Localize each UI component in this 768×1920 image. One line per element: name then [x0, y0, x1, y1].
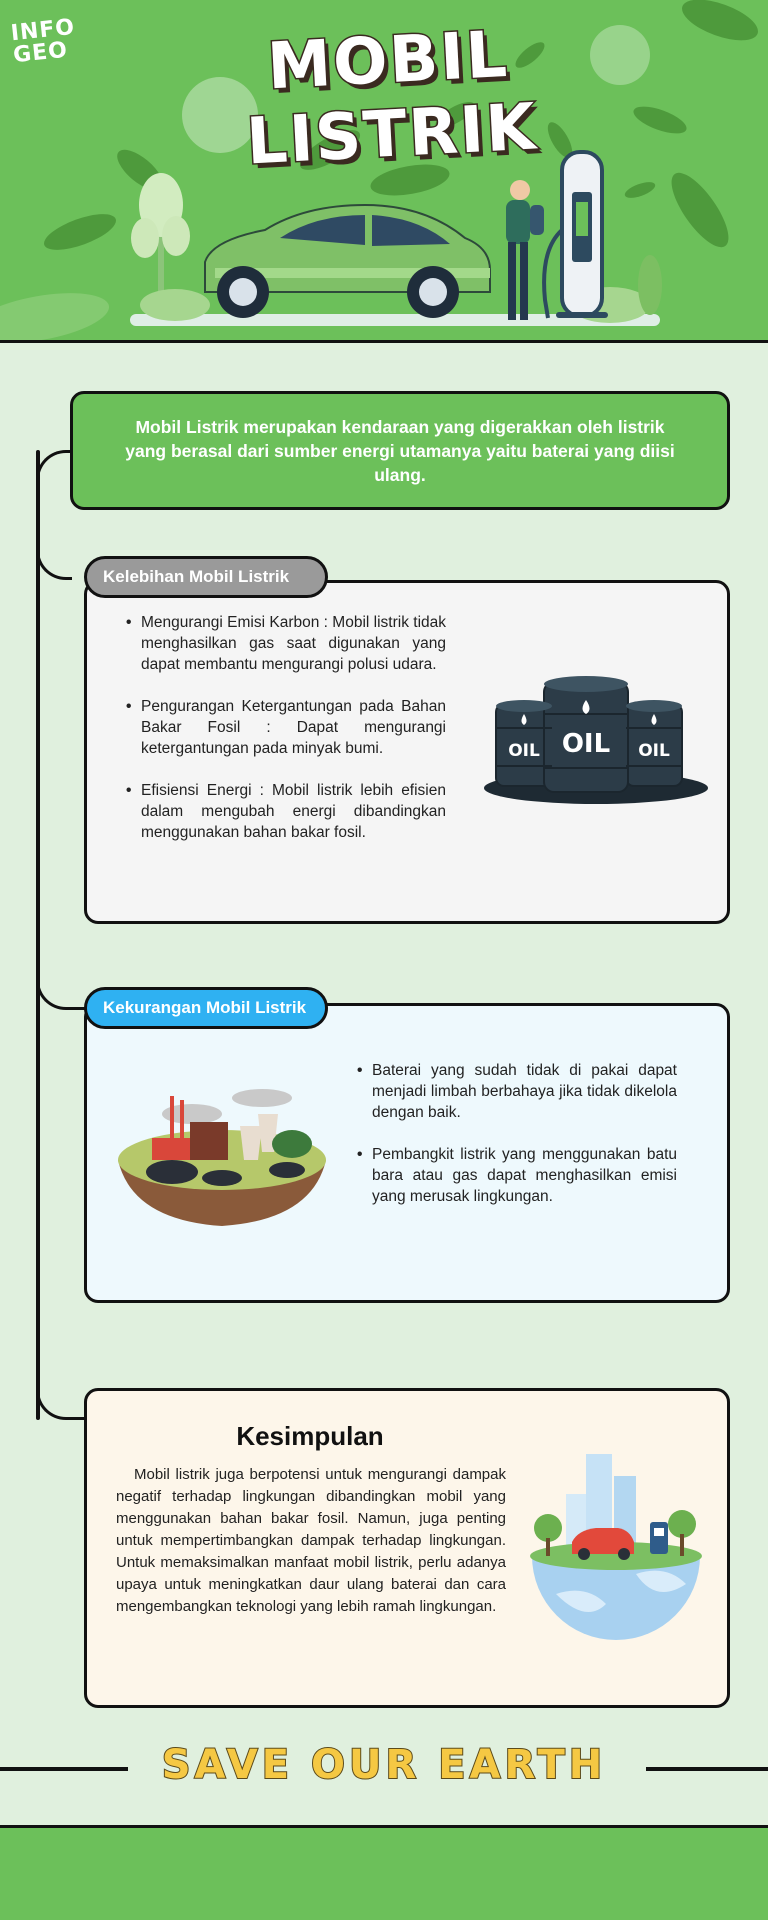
page-title: MOBIL LISTRIK: [244, 17, 540, 180]
infogeo-logo: [9, 14, 79, 69]
barrel-label: OIL: [508, 741, 540, 761]
footer-band: [0, 1825, 768, 1920]
list-item: • Pembangkit listrik yang menggunakan batu bara atau gas dapat menghasilkan emisi yang merusak lingkungan.: [357, 1144, 677, 1207]
logo-line-2: GEO: [11, 37, 70, 69]
divider-line: [0, 1767, 128, 1771]
intro-box: [70, 391, 730, 510]
timeline-connector: [36, 1270, 86, 1420]
intro-bold-term: Mobil Listrik: [135, 416, 239, 437]
barrel-label: OIL: [638, 741, 670, 761]
list-item: • Efisiensi Energi : Mobil listrik lebih efisien dalam mengubah energi dibandingkan menggunakan bahan bakar fosil.: [126, 780, 446, 843]
timeline-connector: [36, 450, 72, 580]
intro-text: [113, 415, 687, 487]
advantages-list: [126, 612, 446, 864]
slogan: SAVE OUR EARTH: [161, 1742, 607, 1788]
conclusion-text: Mobil listrik juga berpotensi untuk mengurangi dampak negatif terhadap lingkungan dibandingkan mobil yang menggunakan bahan bakar fosil. Namun, juga penting untuk mempertimbangkan dampak terhadap lingkungan. Untuk memaksimalkan manfaat mobil listrik, perlu adanya upaya untuk meningkatkan daur ulang baterai dan cara mengembangkan teknologi yang lebih ramah lingkungan.: [116, 1466, 506, 1615]
power-plant-illustration: [112, 1080, 332, 1230]
intro-definition: merupakan kendaraan yang digerakkan oleh listrik yang berasal dari sumber energi utamanya yaitu baterai yang diisi ulang.: [125, 416, 675, 485]
advantages-label: Kelebihan Mobil Listrik: [84, 556, 328, 598]
list-item: • Mengurangi Emisi Karbon : Mobil listrik tidak menghasilkan gas saat digunakan yang dapat membantu mengurangi polusi udara.: [126, 612, 446, 675]
divider-line: [646, 1767, 768, 1771]
header-banner: [0, 0, 768, 343]
logo-line-1: INFO: [9, 14, 77, 47]
oil-barrels-illustration: [478, 670, 714, 820]
barrel-label: OIL: [561, 729, 611, 759]
disadvantages-label: Kekurangan Mobil Listrik: [84, 987, 328, 1029]
conclusion-title: Kesimpulan: [236, 1421, 384, 1451]
list-item: • Pengurangan Ketergantungan pada Bahan Bakar Fosil : Dapat mengurangi ketergantungan pada minyak bumi.: [126, 696, 446, 759]
green-city-globe-illustration: [526, 1444, 706, 1654]
list-item: • Baterai yang sudah tidak di pakai dapat menjadi limbah berbahaya jika tidak dikelola dengan baik.: [357, 1060, 677, 1123]
disadvantages-list: [357, 1060, 677, 1228]
timeline-connector: [36, 850, 86, 1010]
